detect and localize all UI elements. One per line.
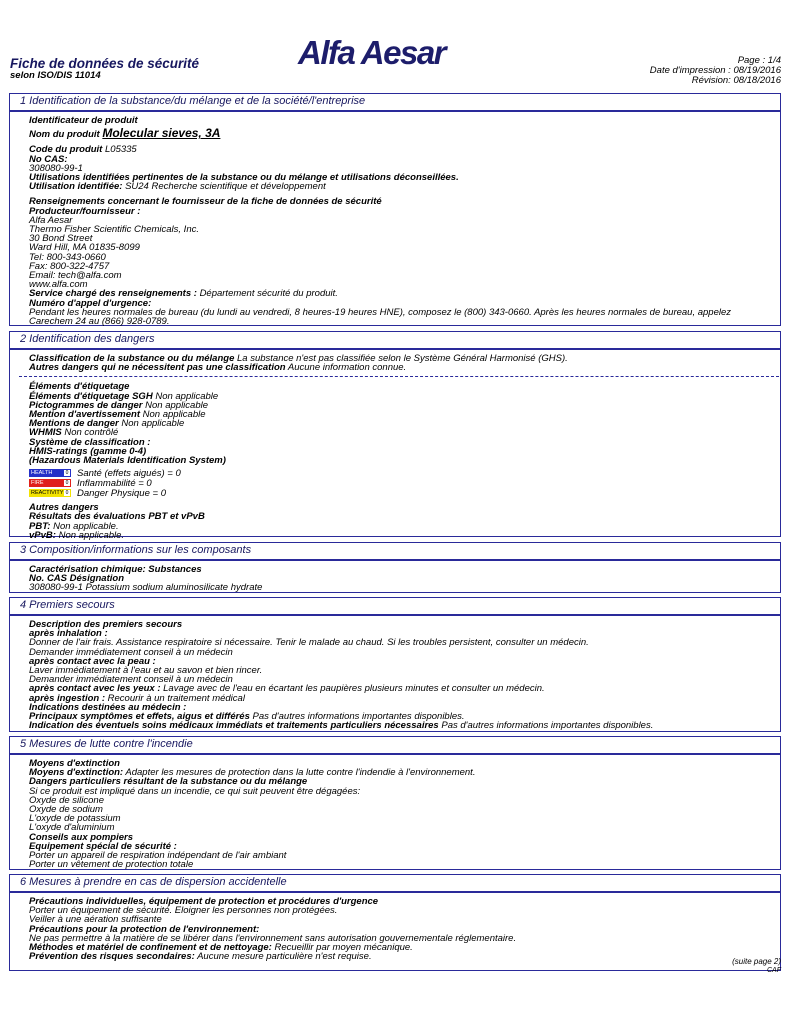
environmental-precautions-text: Ne pas permettre à la matière de se libérer dans l'environnement sans autorisation gouvernementale réglementaire. — [29, 932, 517, 944]
hmis-fire-badge — [29, 479, 71, 487]
environmental-precautions-label: Précautions pour la protection de l'environnement: — [29, 923, 260, 935]
composition-headers: No. CAS Désignation — [29, 573, 125, 585]
website: www.alfa.com — [29, 279, 88, 291]
hmis-fire-row — [29, 478, 780, 488]
whmis-label: WHMIS — [29, 427, 62, 439]
fax: Fax: 800-322-4757 — [29, 260, 110, 272]
pbt-results-label: Résultats des évaluations PBT et vPvB — [29, 511, 205, 523]
section-1-title: 1 Identification de la substance/du mélange et de la société/l'entreprise — [10, 94, 780, 112]
hmis-reactivity-text: Danger Physique = 0 — [77, 487, 166, 499]
section-4 — [9, 597, 781, 732]
hmis-health-text: Santé (effets aigués) = 0 — [77, 467, 181, 479]
combustion-product: Oxyde de silicone — [29, 794, 104, 806]
hmis-fire-text: Inflammabilité = 0 — [77, 477, 152, 489]
classification-label: Classification de la substance ou du mélange — [29, 353, 235, 364]
protective-equipment-text-2: Porter un vêtement de protection totale — [29, 859, 194, 871]
hmis-fire-tag: FIRE — [31, 480, 44, 487]
address-line: 30 Bond Street — [29, 233, 93, 245]
whmis-value: Non contrôlé — [64, 427, 119, 439]
page-number: Page : 1/4 — [737, 55, 781, 66]
first-aid-desc-label: Description des premiers secours — [29, 619, 183, 630]
producer-label: Producteur/fournisseur : — [29, 205, 141, 217]
sgh-value: Non applicable — [155, 390, 219, 402]
containment-methods-text: Recueillir par moyen mécanique. — [274, 942, 413, 954]
extinguishing-label: Moyens d'extinction: — [29, 767, 124, 779]
treatment-label: Indication des éventuels soins médicaux immédiats et traitements particuliers nécessaires — [29, 720, 439, 732]
hmis-health-badge — [29, 469, 71, 477]
combustion-product: L'oxyde d'aluminium — [29, 822, 115, 834]
combustion-product: Oxyde de sodium — [29, 804, 103, 816]
hazard-statements-label: Mentions de danger — [29, 418, 119, 430]
hmis-health-tag: HEALTH — [31, 470, 53, 477]
other-hazards-label: Autres dangers qui ne nécessitent pas une classification — [29, 362, 286, 374]
section-5-title: 5 Mesures de lutte contre l'incendie — [10, 737, 780, 755]
service-label: Service chargé des renseignements : — [29, 288, 197, 300]
sgh-label: Éléments d'étiquetage SGH — [29, 390, 153, 402]
address-line: Thermo Fisher Scientific Chemicals, Inc. — [29, 224, 199, 236]
treatment-text: Pas d'autres informations importantes disponibles. — [441, 720, 654, 732]
uses-label: Utilisations identifiées pertinentes de la substance ou du mélange et utilisations déconseillées. — [29, 172, 459, 184]
service-value: Département sécurité du produit. — [199, 288, 338, 300]
ingestion-text: Recourir à un traitement médical — [107, 692, 245, 704]
hmis-reactivity-badge — [29, 489, 71, 497]
product-name: Molecular sieves, 3A — [102, 126, 221, 141]
pbt-value: Non applicable. — [53, 520, 119, 532]
hmis-full-label: (Hazardous Materials Identification System) — [29, 455, 226, 467]
cas-label: No CAS: — [29, 153, 68, 165]
section-4-title: 4 Premiers secours — [10, 598, 780, 616]
emergency-label: Numéro d'appel d'urgence: — [29, 297, 152, 309]
hazard-statements-value: Non applicable — [121, 418, 185, 430]
identified-use: SU24 Recherche scientifique et développement — [125, 181, 326, 193]
hmis-reactivity-row — [29, 488, 780, 498]
cas-number: 308080-99-1 — [29, 162, 83, 174]
protective-equipment-text: Porter un appareil de respiration indépendant de l'air ambiant — [29, 850, 287, 862]
phone: Tel: 800-343-0660 — [29, 251, 106, 263]
document-code: CAF — [767, 967, 781, 974]
chemical-characterization: Caractérisation chimique: Substances — [29, 564, 202, 575]
eyes-text: Lavage avec de l'eau en écartant les paupières plusieurs minutes et consulter un médecin. — [163, 683, 545, 695]
hmis-label: HMIS-ratings (gamme 0-4) — [29, 445, 147, 457]
personal-precautions-text: Porter un équipement de sécurité. Eloigner les personnes non protégées. — [29, 905, 338, 917]
product-identifier-label: Identificateur de produit — [29, 115, 138, 126]
section-5 — [9, 736, 781, 870]
supplier-info-label: Renseignements concernant le fournisseur de la fiche de données de sécurité — [29, 196, 382, 208]
signal-word-value: Non applicable — [142, 409, 206, 421]
autres-dangers-label: Autres dangers — [29, 502, 99, 514]
section-1 — [9, 93, 781, 326]
label-elements-label: Éléments d'étiquetage — [29, 381, 130, 393]
vpvb-label: vPvB: — [29, 529, 56, 541]
hmis-reactivity-tag: REACTIVITY — [31, 490, 64, 497]
document-subtitle: selon ISO/DIS 11014 — [10, 70, 101, 81]
section-2-title: 2 Identification des dangers — [10, 332, 780, 350]
page-footer — [732, 957, 781, 975]
section-3-title: 3 Composition/informations sur les composants — [10, 543, 780, 561]
section-3 — [9, 542, 781, 593]
continued-note: (suite page 2) — [732, 957, 781, 966]
personal-precautions-label: Précautions individuelles, équipement de protection et procédures d'urgence — [29, 896, 379, 907]
section-2 — [9, 331, 781, 541]
symptoms-text: Pas d'autres informations importantes disponibles. — [252, 711, 465, 723]
composition-row: 308080-99-1 Potassium sodium aluminosilicate hydrate — [29, 582, 263, 594]
print-date: Date d'impression : 08/19/2016 — [649, 65, 781, 76]
document-header-left — [10, 56, 199, 81]
extinguishing-means-label: Moyens d'extinction — [29, 758, 120, 769]
protective-equipment-label: Equipement spécial de sécurité : — [29, 840, 177, 852]
skin-label: après contact avec la peau : — [29, 655, 156, 667]
hmis-fire-value: 0 — [65, 480, 69, 487]
doctor-notes-label: Indications destinées au médecin : — [29, 701, 187, 713]
company-logo: Alfa Aesar — [298, 34, 446, 71]
hmis-reactivity-value: 0 — [65, 490, 69, 497]
hmis-health-row — [29, 468, 780, 478]
identified-use-label: Utilisation identifiée: — [29, 181, 123, 193]
special-hazards-label: Dangers particuliers résultant de la substance ou du mélange — [29, 776, 308, 788]
eyes-label: après contact avec les yeux : — [29, 683, 161, 695]
secondary-risks-label: Prévention des risques secondaires: — [29, 951, 195, 963]
product-code-label: Code du produit — [29, 144, 103, 156]
revision-date: Révision: 08/18/2016 — [691, 75, 781, 86]
skin-text: Laver immédiatement à l'eau et au savon et bien rincer. — [29, 665, 263, 677]
pictograms-label: Pictogrammes de danger — [29, 399, 143, 411]
secondary-risks-text: Aucune mesure particulière n'est requise. — [197, 951, 372, 963]
pictograms-value: Non applicable — [145, 399, 209, 411]
classification-system-label: Système de classification : — [29, 436, 151, 448]
skin-text-2: Demander immédiatement conseil à un médecin — [29, 674, 233, 686]
address-line: Ward Hill, MA 01835-8099 — [29, 242, 140, 254]
other-hazards-value: Aucune information connue. — [287, 362, 407, 374]
hmis-health-value: 0 — [65, 470, 69, 477]
emergency-value: Pendant les heures normales de bureau (du lundi au vendredi, 8 heures-19 heures HNE), composez le (800) 343-0660. Après les heures normales de bureau, appelez Carechem 24 au (866) 928-0789. — [29, 306, 732, 328]
inhalation-text: Donner de l'air frais. Assistance respiratoire si nécessaire. Tenir le malade au chaud. Si les troubles persistent, consulter un médecin. — [29, 637, 589, 649]
inhalation-label: après inhalation : — [29, 628, 108, 640]
document-title: Fiche de données de sécurité — [10, 56, 200, 71]
divider — [19, 376, 779, 377]
section-6-title: 6 Mesures à prendre en cas de dispersion accidentelle — [10, 875, 780, 893]
address-line: Alfa Aesar — [29, 214, 73, 226]
document-header-right — [650, 56, 781, 86]
product-name-label: Nom du produit — [29, 129, 100, 141]
firefighter-advice-label: Conseils aux pompiers — [29, 831, 134, 843]
ingestion-label: après ingestion : — [29, 692, 106, 704]
signal-word-label: Mention d'avertissement — [29, 409, 141, 421]
special-hazards-text: Si ce produit est impliqué dans un incendie, ce qui suit peuvent être dégagées: — [29, 785, 361, 797]
inhalation-text-2: Demander immédiatement conseil à un médecin — [29, 646, 233, 658]
symptoms-label: Principaux symptômes et effets, aigus et différés — [29, 711, 250, 723]
personal-precautions-text-2: Veiller à une aération suffisante — [29, 914, 162, 926]
section-6 — [9, 874, 781, 971]
vpvb-value: Non applicable. — [58, 529, 125, 541]
combustion-product: L'oxyde de potassium — [29, 813, 121, 825]
product-code: L05335 — [105, 144, 137, 156]
extinguishing-text: Adapter les mesures de protection dans la lutte contre l'indendie à l'environnement. — [125, 767, 476, 779]
classification-value: La substance n'est pas classifiée selon le Système Général Harmonisé (GHS). — [237, 353, 568, 364]
pbt-label: PBT: — [29, 520, 51, 532]
containment-methods-label: Méthodes et matériel de confinement et de nettoyage: — [29, 942, 272, 954]
email: Email: tech@alfa.com — [29, 270, 122, 282]
